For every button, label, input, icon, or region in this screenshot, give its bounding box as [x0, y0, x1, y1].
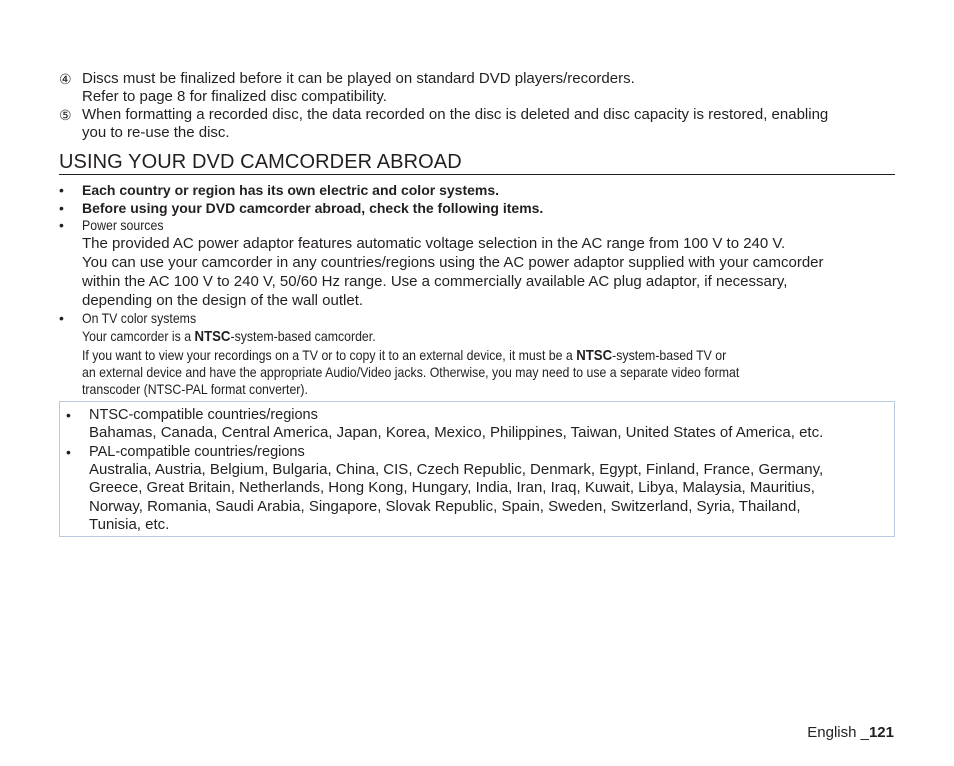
- bullet-list: [59, 182, 895, 398]
- power-sources-body: [82, 217, 895, 310]
- tv-systems-body: [82, 310, 895, 398]
- tv-text: -system-based camcorder.: [230, 328, 376, 344]
- bullet-icon: •: [66, 407, 71, 423]
- tv-line: [82, 328, 797, 345]
- bullet-icon: •: [59, 182, 64, 198]
- power-line: You can use your camcorder in any countries/regions using the AC power adaptor supplied with your camcorder: [82, 254, 824, 271]
- footer-language: English _: [807, 724, 869, 741]
- bullet-item: [59, 200, 895, 218]
- bullet-icon: •: [59, 310, 64, 326]
- pal-item: [66, 444, 886, 535]
- tv-line: transcoder (NTSC-PAL format converter).: [82, 381, 308, 397]
- tv-systems-heading: On TV color systems: [82, 310, 197, 326]
- tv-line: an external device and have the appropriate Audio/Video jacks. Otherwise, you may need to use a separate video format: [82, 364, 740, 380]
- ntsc-countries: Bahamas, Canada, Central America, Japan, Korea, Mexico, Philippines, Taiwan, United States of America, etc.: [89, 424, 824, 441]
- compatibility-box: [59, 401, 895, 537]
- note-line: Discs must be finalized before it can be played on standard DVD players/recorders.: [82, 70, 635, 87]
- note-line: Refer to page 8 for finalized disc compatibility.: [82, 88, 387, 105]
- ntsc-label: NTSC: [576, 347, 613, 364]
- power-line: depending on the design of the wall outlet.: [82, 292, 364, 309]
- power-line: The provided AC power adaptor features automatic voltage selection in the AC range from 100 V to 240 V.: [82, 235, 786, 252]
- pal-countries-line: Tunisia, etc.: [89, 516, 170, 533]
- pal-countries-line: Norway, Romania, Saudi Arabia, Singapore, Slovak Republic, Spain, Sweden, Switzerland, Syria, Thailand,: [89, 497, 801, 515]
- power-line: within the AC 100 V to 240 V, 50/60 Hz range. Use a commercially available AC plug adaptor, if necessary,: [82, 273, 788, 290]
- tv-text: -system-based TV or: [612, 347, 727, 363]
- bullet-text: Each country or region has its own electric and color systems.: [82, 182, 500, 198]
- bullet-icon: •: [66, 443, 71, 460]
- notes-list: [59, 70, 899, 142]
- power-sources-heading: Power sources: [82, 217, 164, 233]
- bullet-item: [59, 182, 895, 200]
- note-number: ⑤: [59, 107, 72, 123]
- bullet-icon: •: [59, 199, 64, 216]
- compatibility-list: [66, 407, 886, 535]
- bullet-item-power-sources: [59, 217, 895, 310]
- tv-line: [82, 347, 797, 364]
- note-line: When formatting a recorded disc, the data recorded on the disc is deleted and disc capacity is restored, enabling: [82, 106, 829, 123]
- ntsc-label: NTSC: [194, 328, 231, 345]
- note-text: [82, 70, 899, 106]
- note-number: ④: [59, 71, 72, 87]
- pal-heading: PAL-compatible countries/regions: [89, 443, 305, 460]
- bullet-icon: •: [59, 217, 64, 233]
- page-footer: [807, 724, 894, 742]
- ntsc-heading: NTSC-compatible countries/regions: [89, 407, 318, 423]
- ntsc-item: [66, 407, 886, 443]
- page-number: 121: [868, 724, 894, 741]
- pal-body: [89, 444, 886, 535]
- bullet-item-tv-color-systems: [59, 310, 895, 398]
- pal-countries-line: Greece, Great Britain, Netherlands, Hong Kong, Hungary, India, Iran, Iraq, Kuwait, Libya, Malaysia, Mauritius,: [89, 479, 815, 496]
- tv-text: If you want to view your recordings on a TV or to copy it to an external device, it must be a: [82, 347, 577, 363]
- note-text: [82, 106, 899, 142]
- pal-countries-line: Australia, Austria, Belgium, Bulgaria, China, CIS, Czech Republic, Denmark, Egypt, Finland, France, Germany,: [89, 460, 824, 478]
- ntsc-body: [89, 407, 886, 443]
- tv-text: Your camcorder is a: [82, 328, 195, 344]
- bullet-text: Before using your DVD camcorder abroad, check the following items.: [82, 199, 544, 216]
- note-item: [59, 70, 899, 106]
- section-title: USING YOUR DVD CAMCORDER ABROAD: [59, 150, 895, 175]
- note-line: you to re-use the disc.: [82, 124, 230, 141]
- note-item: [59, 106, 899, 142]
